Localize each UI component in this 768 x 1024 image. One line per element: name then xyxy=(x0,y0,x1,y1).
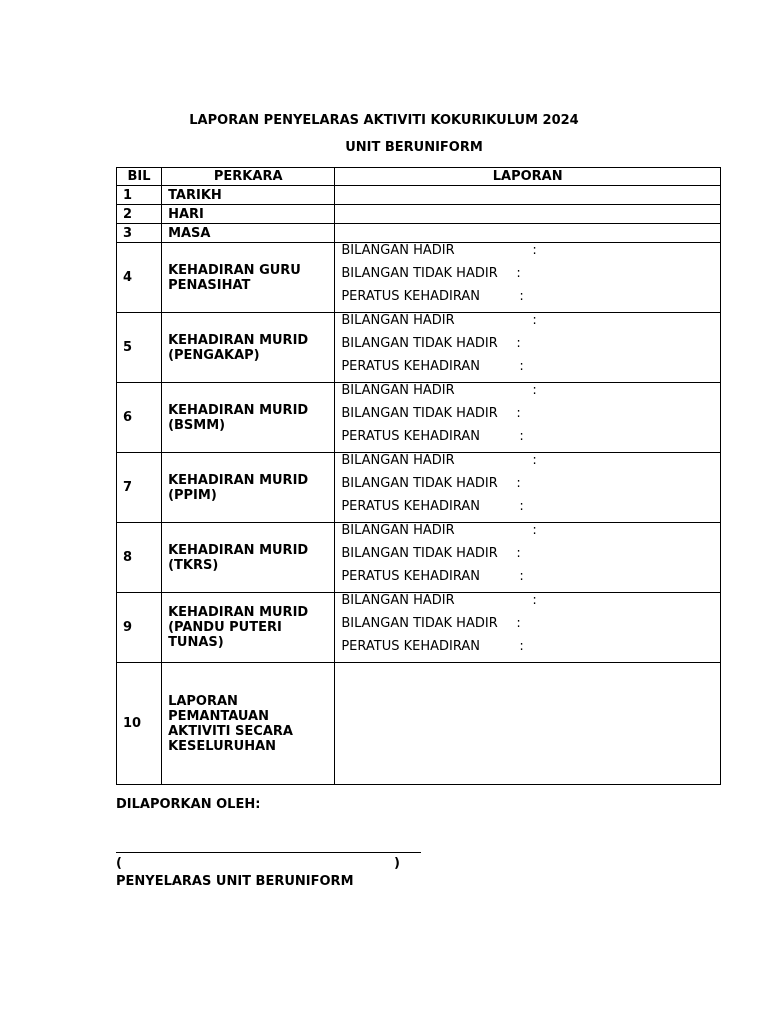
row-item-line-1: KEHADIRAN MURID xyxy=(168,472,309,488)
colon: : xyxy=(519,569,524,584)
attendance-percent-label: PERATUS KEHADIRAN xyxy=(341,359,481,374)
attendance-absent-line xyxy=(341,266,714,289)
attendance-percent-label: PERATUS KEHADIRAN xyxy=(341,639,481,654)
row-number: 5 xyxy=(117,313,162,383)
row-number: 3 xyxy=(117,224,162,243)
table-row xyxy=(117,205,721,224)
attendance-present-label: BILANGAN HADIR xyxy=(341,243,455,258)
colon: : xyxy=(516,266,521,281)
attendance-row xyxy=(117,243,721,313)
attendance-percent-label: PERATUS KEHADIRAN xyxy=(341,569,481,584)
attendance-row xyxy=(117,523,721,593)
attendance-absent-line xyxy=(341,336,714,359)
colon: : xyxy=(516,616,521,631)
name-paren-close: ) xyxy=(394,856,400,871)
colon: : xyxy=(516,336,521,351)
attendance-report-cell[interactable] xyxy=(335,453,721,523)
colon: : xyxy=(532,523,537,538)
attendance-percent-label: PERATUS KEHADIRAN xyxy=(341,289,481,304)
row-item xyxy=(162,663,335,785)
colon: : xyxy=(532,593,537,608)
row-item-line-3: TUNAS) xyxy=(168,635,224,650)
table-row xyxy=(117,224,721,243)
attendance-present-line xyxy=(341,383,714,406)
attendance-report-cell[interactable] xyxy=(335,523,721,593)
row-item: MASA xyxy=(162,224,335,243)
row-item: HARI xyxy=(162,205,335,224)
row-item-line-1: KEHADIRAN MURID xyxy=(168,542,309,558)
reported-by-label: DILAPORKAN OLEH: xyxy=(116,797,261,812)
row-item-line-2: (BSMM) xyxy=(168,417,226,433)
attendance-present-line xyxy=(341,313,714,336)
header-bil: BIL xyxy=(117,168,162,186)
name-paren-open: ( xyxy=(116,856,122,871)
report-title: LAPORAN PENYELARAS AKTIVITI KOKURIKULUM 2024 xyxy=(189,113,579,128)
row-number: 6 xyxy=(117,383,162,453)
colon: : xyxy=(519,429,524,444)
colon: : xyxy=(519,639,524,654)
attendance-percent-line xyxy=(341,639,714,662)
row-number: 7 xyxy=(117,453,162,523)
row-number: 9 xyxy=(117,593,162,663)
attendance-absent-line xyxy=(341,406,714,429)
row-item-line-1: KEHADIRAN GURU xyxy=(168,262,301,278)
row-item xyxy=(162,383,335,453)
attendance-absent-line xyxy=(341,616,714,639)
colon: : xyxy=(519,289,524,304)
attendance-present-line xyxy=(341,523,714,546)
attendance-percent-line xyxy=(341,429,714,452)
attendance-absent-label: BILANGAN TIDAK HADIR xyxy=(341,546,498,561)
attendance-percent-line xyxy=(341,289,714,312)
attendance-row xyxy=(117,313,721,383)
monitoring-report-row xyxy=(117,663,721,785)
row-item-line-2: (PPIM) xyxy=(168,487,217,503)
attendance-percent-line xyxy=(341,499,714,522)
row-item-line-1: KEHADIRAN MURID xyxy=(168,402,309,418)
row-item-line-2: PENASIHAT xyxy=(168,277,251,293)
attendance-present-label: BILANGAN HADIR xyxy=(341,383,455,398)
colon: : xyxy=(516,476,521,491)
attendance-row xyxy=(117,593,721,663)
row-number: 1 xyxy=(117,186,162,205)
attendance-present-label: BILANGAN HADIR xyxy=(341,523,455,538)
row-item-line-2: (TKRS) xyxy=(168,557,219,573)
header-laporan: LAPORAN xyxy=(335,168,721,186)
attendance-percent-label: PERATUS KEHADIRAN xyxy=(341,429,481,444)
table-header-row xyxy=(117,168,721,186)
row-item: TARIKH xyxy=(162,186,335,205)
colon: : xyxy=(532,383,537,398)
row-item-line-2: PEMANTAUAN xyxy=(168,708,269,724)
row-number: 8 xyxy=(117,523,162,593)
attendance-report-cell[interactable] xyxy=(335,383,721,453)
attendance-absent-label: BILANGAN TIDAK HADIR xyxy=(341,336,498,351)
row-item xyxy=(162,243,335,313)
attendance-report-cell[interactable] xyxy=(335,313,721,383)
attendance-absent-line xyxy=(341,476,714,499)
row-item xyxy=(162,453,335,523)
attendance-absent-line xyxy=(341,546,714,569)
row-number: 2 xyxy=(117,205,162,224)
attendance-percent-label: PERATUS KEHADIRAN xyxy=(341,499,481,514)
attendance-report-cell[interactable] xyxy=(335,243,721,313)
row-item-line-2: (PANDU PUTERI xyxy=(168,620,282,635)
colon: : xyxy=(532,313,537,328)
colon: : xyxy=(532,453,537,468)
attendance-present-line xyxy=(341,243,714,266)
report-table xyxy=(116,167,721,785)
attendance-row xyxy=(117,383,721,453)
row-item-line-1: KEHADIRAN MURID xyxy=(168,605,309,620)
row-number: 10 xyxy=(117,663,162,785)
attendance-row xyxy=(117,453,721,523)
report-subtitle: UNIT BERUNIFORM xyxy=(345,140,483,155)
attendance-present-label: BILANGAN HADIR xyxy=(341,453,455,468)
row-item-line-2: (PENGAKAP) xyxy=(168,347,260,363)
attendance-absent-label: BILANGAN TIDAK HADIR xyxy=(341,476,498,491)
monitoring-report-cell[interactable] xyxy=(335,663,721,785)
colon: : xyxy=(519,359,524,374)
row-item xyxy=(162,313,335,383)
row-item xyxy=(162,593,335,663)
header-perkara: PERKARA xyxy=(162,168,335,186)
row-report-cell[interactable] xyxy=(335,186,721,205)
row-number: 4 xyxy=(117,243,162,313)
attendance-present-line xyxy=(341,593,714,616)
row-item-line-1: KEHADIRAN MURID xyxy=(168,332,309,348)
colon: : xyxy=(516,546,521,561)
colon: : xyxy=(532,243,537,258)
row-report-cell[interactable] xyxy=(335,224,721,243)
table-row xyxy=(117,186,721,205)
row-report-cell[interactable] xyxy=(335,205,721,224)
attendance-present-line xyxy=(341,453,714,476)
colon: : xyxy=(516,406,521,421)
row-item-line-4: KESELURUHAN xyxy=(168,738,277,754)
attendance-present-label: BILANGAN HADIR xyxy=(341,313,455,328)
attendance-percent-line xyxy=(341,569,714,592)
colon: : xyxy=(519,499,524,514)
coordinator-role: PENYELARAS UNIT BERUNIFORM xyxy=(116,874,354,889)
row-item-line-1: LAPORAN xyxy=(168,693,238,709)
signature-line[interactable] xyxy=(116,852,421,853)
attendance-absent-label: BILANGAN TIDAK HADIR xyxy=(341,266,498,281)
attendance-report-cell[interactable] xyxy=(335,593,721,663)
attendance-absent-label: BILANGAN TIDAK HADIR xyxy=(341,616,498,631)
attendance-present-label: BILANGAN HADIR xyxy=(341,593,455,608)
row-item xyxy=(162,523,335,593)
attendance-absent-label: BILANGAN TIDAK HADIR xyxy=(341,406,498,421)
attendance-percent-line xyxy=(341,359,714,382)
row-item-line-3: AKTIVITI SECARA xyxy=(168,723,293,739)
